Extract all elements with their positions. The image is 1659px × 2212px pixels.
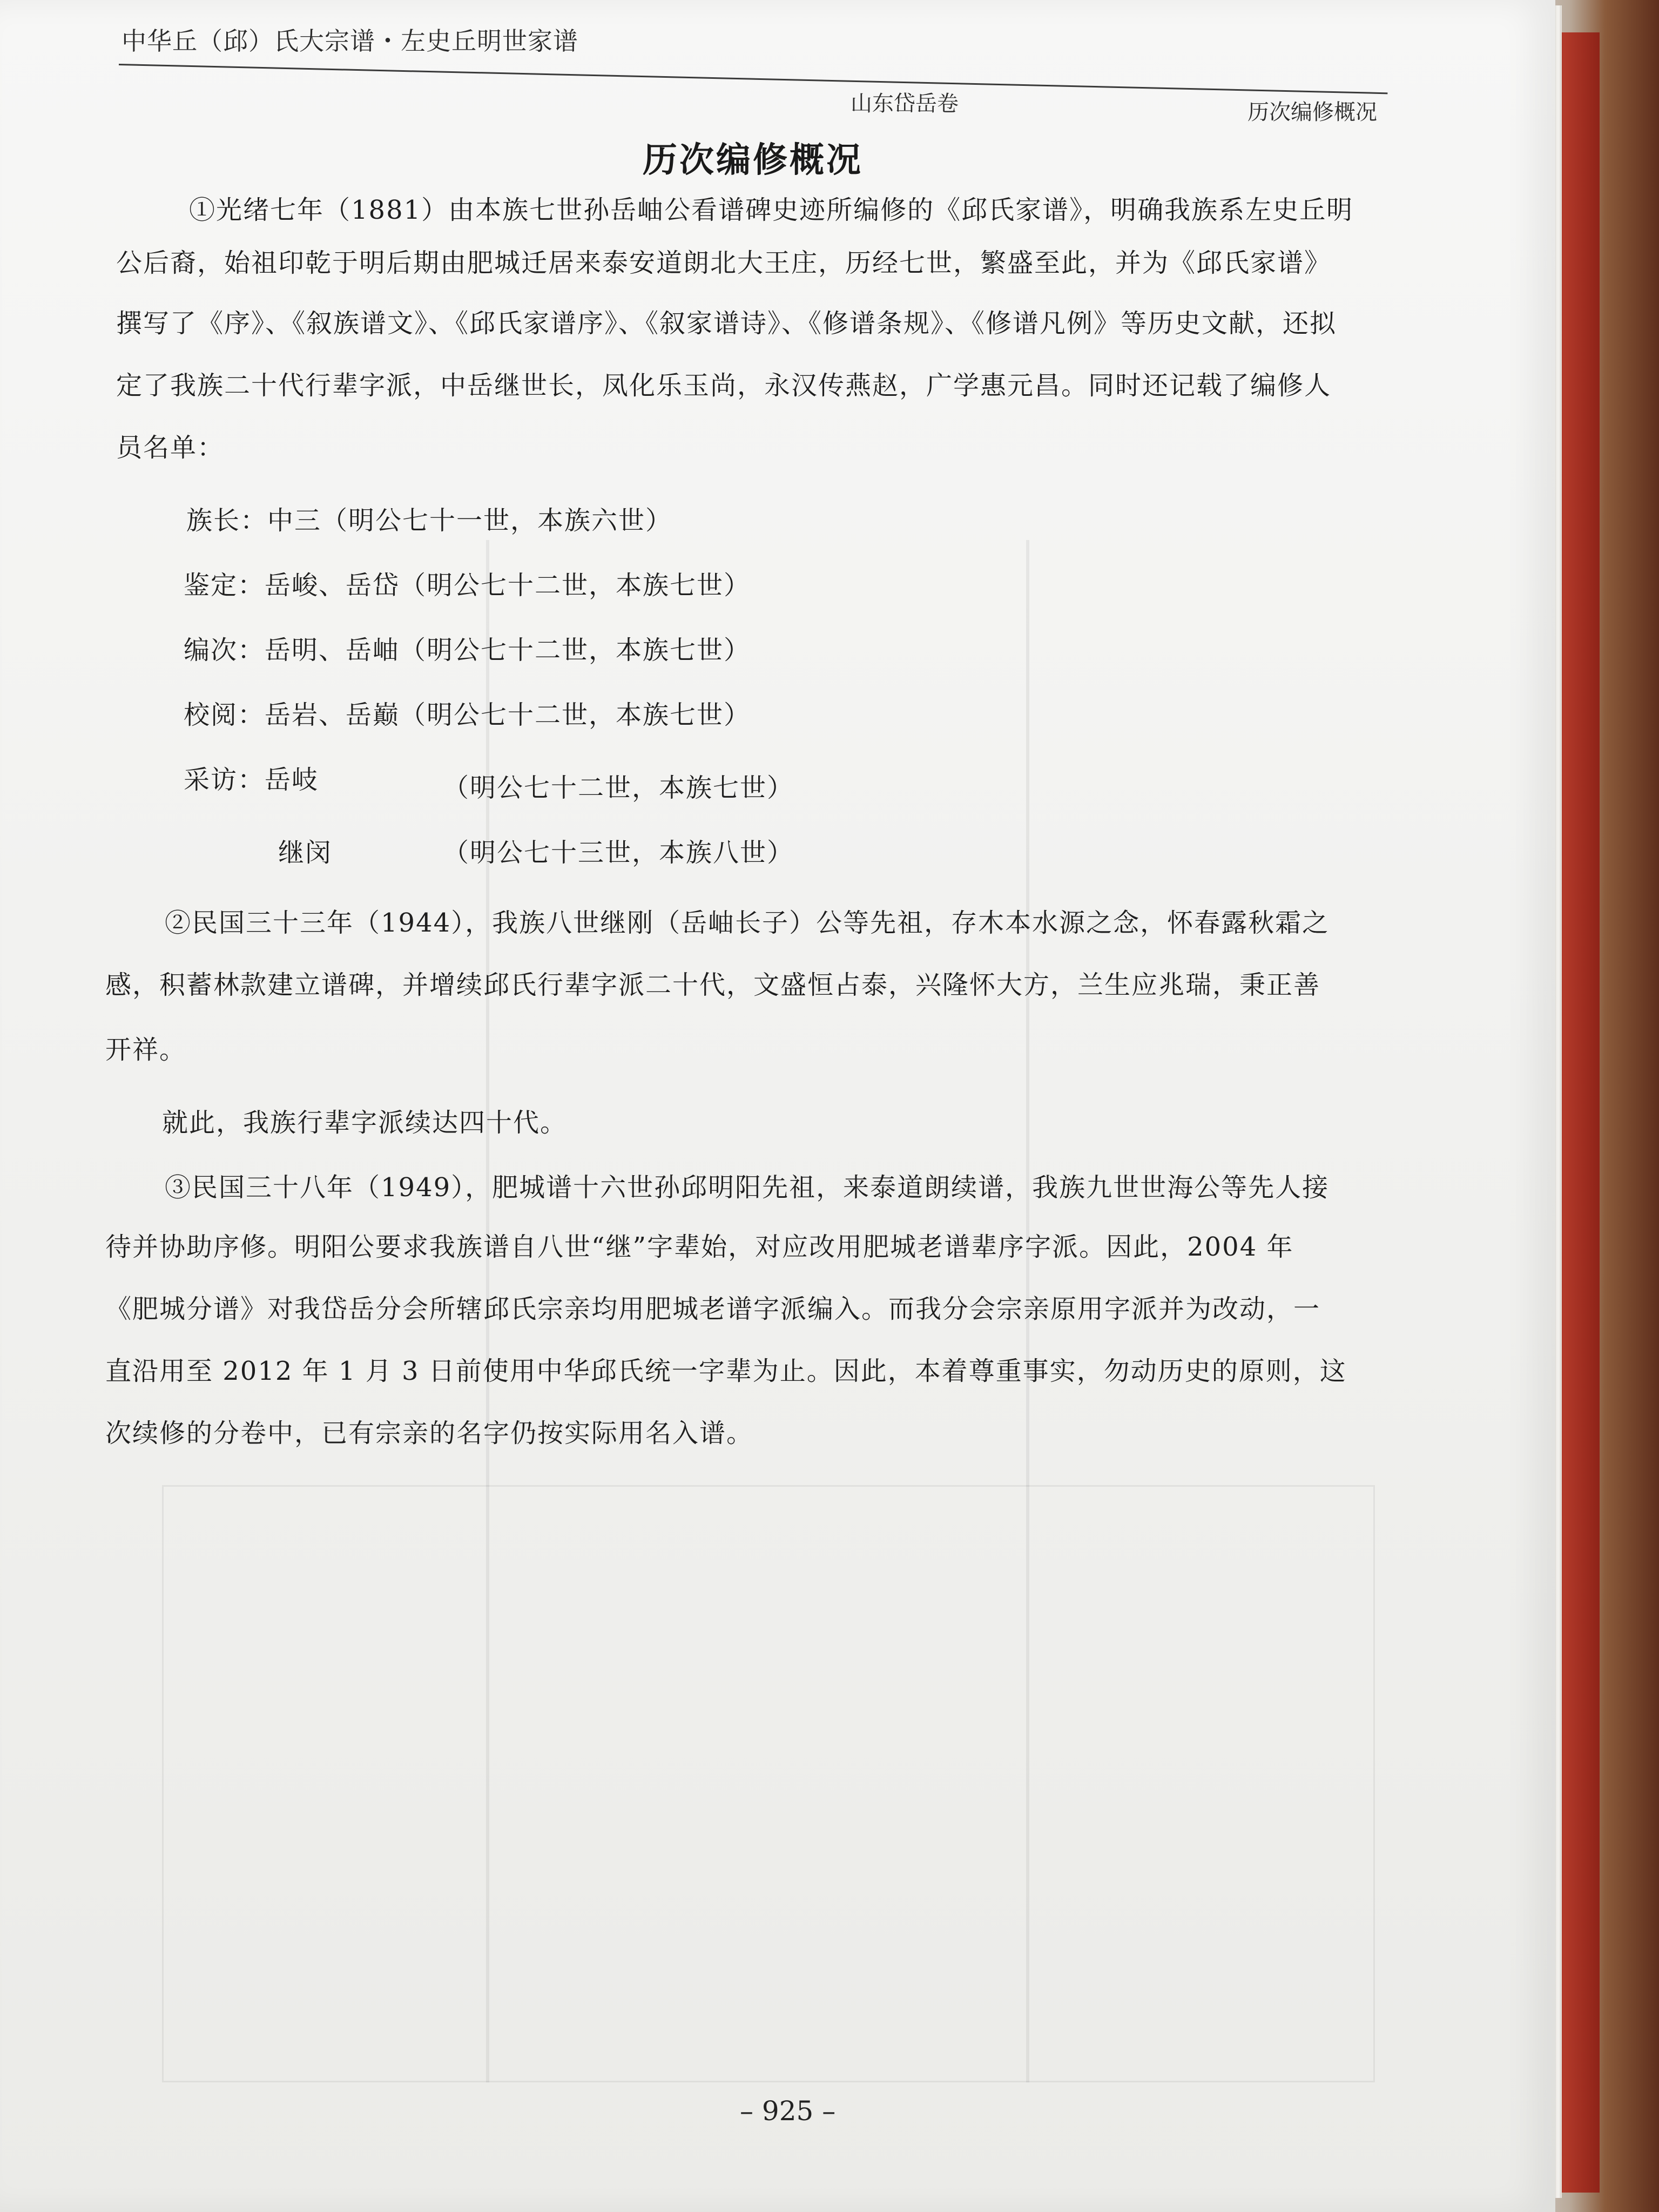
page-number: – 925 – [740, 2095, 836, 2127]
paragraph-line: 定了我族二十代行辈字派，中岳继世长，凤化乐玉尚，永汉传燕赵，广学惠元昌。同时还记载了编修人 [116, 370, 1332, 401]
editor-list-item-note: （明公七十三世，本族八世） [443, 838, 794, 868]
editor-list-item: 采访：岳岐 [184, 765, 319, 795]
running-header-left: 中华丘（邱）氏大宗谱・左史丘明世家谱 [122, 26, 578, 56]
paragraph-line: ②民国三十三年（1944），我族八世继刚（岳岫长子）公等先祖，存木本水源之念，怀春露秋霜之 [165, 908, 1330, 938]
show-through-table [162, 1485, 1375, 2082]
paragraph-line: 次续修的分卷中，已有宗亲的名字仍按实际用名入谱。 [105, 1418, 754, 1448]
paragraph-line: 公后裔，始祖印乾于明后期由肥城迁居来泰安道朗北大王庄，历经七世，繁盛至此，并为《邱氏家谱》 [116, 248, 1332, 278]
paragraph-line: 《肥城分谱》对我岱岳分会所辖邱氏宗亲均用肥城老谱字派编入。而我分会宗亲原用字派并为改动，一 [105, 1294, 1321, 1324]
running-header-section: 历次编修概况 [1247, 100, 1377, 125]
editor-list-item: 编次：岳明、岳岫（明公七十二世，本族七世） [184, 635, 751, 665]
paragraph-line: 撰写了《序》、《叙族谱文》、《邱氏家谱序》、《叙家谱诗》、《修谱条规》、《修谱凡例》等历史文献，还拟 [116, 308, 1337, 339]
editor-list-item: 继闵 [278, 838, 333, 868]
editor-list-item: 族长：中三（明公七十一世，本族六世） [186, 505, 673, 536]
paragraph-line: 就此，我族行辈字派续达四十代。 [162, 1108, 568, 1138]
paragraph-line: 直沿用至 2012 年 1 月 3 日前使用中华邱氏统一字辈为止。因此，本着尊重事实，勿动历史的原则，这 [105, 1356, 1347, 1386]
editor-list-item-note: （明公七十二世，本族七世） [443, 773, 794, 803]
editor-list-item: 校阅：岳岩、岳巅（明公七十二世，本族七世） [184, 700, 751, 730]
page-title: 历次编修概况 [643, 140, 863, 180]
paragraph-line: 感，积蓄林款建立谱碑，并增续邱氏行辈字派二十代，文盛恒占泰，兴隆怀大方，兰生应兆瑞，秉正善 [105, 970, 1321, 1000]
paragraph-line: 开祥。 [105, 1035, 187, 1065]
paragraph-line: ③民国三十八年（1949），肥城谱十六世孙邱明阳先祖，来泰道朗续谱，我族九世世海公等先人接 [165, 1172, 1330, 1203]
header-rule [119, 64, 1387, 94]
running-header-volume: 山东岱岳卷 [851, 91, 959, 116]
editor-list-item: 鉴定：岳峻、岳岱（明公七十二世，本族七世） [184, 570, 751, 601]
paragraph-line: 待并协助序修。明阳公要求我族谱自八世“继”字辈始，对应改用肥城老谱辈序字派。因此，2004 年 [105, 1232, 1294, 1262]
paragraph-line: 员名单： [116, 433, 225, 463]
paragraph-line: ①光绪七年（1881）由本族七世孙岳岫公看谱碑史迹所编修的《邱氏家谱》，明确我族系左史丘明 [189, 195, 1354, 225]
